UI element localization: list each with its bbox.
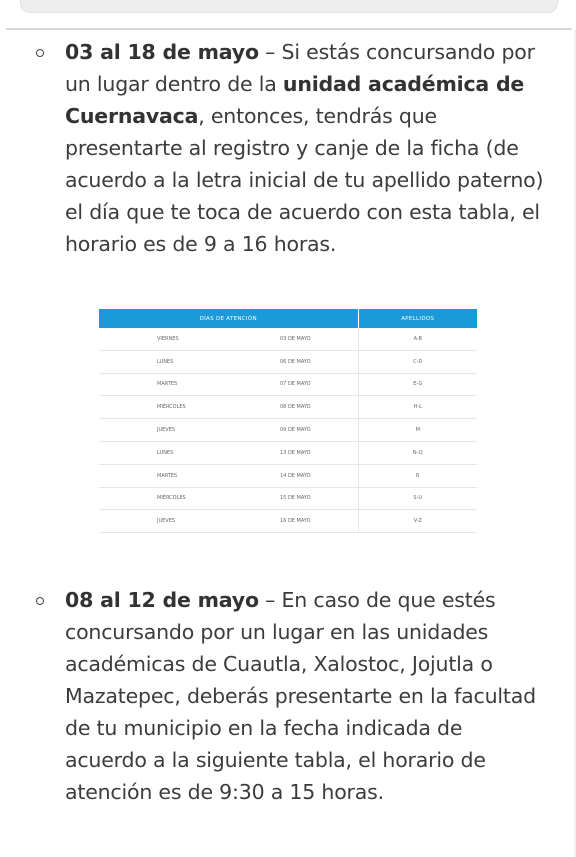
header-letters: APELLIDOS (358, 309, 477, 328)
header-days: DÍAS DE ATENCIÓN (99, 309, 358, 328)
highlighted-unit: unidad académica de Cuernavaca (65, 72, 525, 128)
day-name: JUEVES (157, 518, 176, 525)
table-row (99, 350, 477, 373)
surname-letters: C-D (358, 350, 477, 373)
hollow-bullet-icon (36, 597, 44, 605)
day-name: VIERNES (157, 335, 179, 342)
day-name: LUNES (157, 358, 174, 365)
surname-letters: A-B (358, 328, 477, 350)
day-date-cell (99, 350, 358, 373)
schedule-table (99, 309, 477, 533)
table-row (99, 419, 477, 442)
date-value: 16 DE MAYO (280, 518, 311, 525)
day-name: MARTES (157, 381, 178, 388)
day-date-cell (99, 441, 358, 464)
day-name: MARTES (157, 472, 178, 479)
list-item-cuernavaca (30, 36, 550, 260)
day-date-cell (99, 510, 358, 533)
text-body: – En caso de que estés concursando por un lugar en las unidades académicas de Cuautla, Xalostoc, Jojutla o Mazatepec, deberás presentarte en la facultad de tu municipio en la fecha indicada de acuerdo a la siguiente tabla, el horario de atención es de 9:30 a 15 horas. (65, 588, 536, 804)
surname-letters: M (358, 419, 477, 442)
date-value: 03 DE MAYO (280, 335, 311, 342)
day-name: MIÉRCOLES (157, 404, 186, 411)
date-value: 14 DE MAYO (280, 472, 311, 479)
date-range: 03 al 18 de mayo (65, 40, 259, 64)
day-date-cell (99, 419, 358, 442)
table-row (99, 464, 477, 487)
day-date-cell (99, 487, 358, 510)
table-row (99, 328, 477, 350)
day-name: JUEVES (157, 427, 176, 434)
surname-letters: V-Z (358, 510, 477, 533)
date-range: 08 al 12 de mayo (65, 588, 259, 612)
surname-letters: E-G (358, 373, 477, 396)
surname-letters: H-L (358, 396, 477, 419)
date-value: 15 DE MAYO (280, 495, 311, 502)
date-value: 09 DE MAYO (280, 427, 311, 434)
date-value: 13 DE MAYO (280, 449, 311, 456)
date-value: 07 DE MAYO (280, 381, 311, 388)
surname-letters: N-Q (358, 441, 477, 464)
text-part-a: – Si estás concursando por un lugar dentro de la (65, 40, 535, 96)
surname-letters: R (358, 464, 477, 487)
table-row (99, 487, 477, 510)
table-row (99, 441, 477, 464)
hollow-bullet-icon (36, 49, 44, 57)
schedule-table-image (99, 309, 477, 533)
table-row (99, 510, 477, 533)
list-item-regional-units (30, 584, 550, 808)
date-value: 06 DE MAYO (280, 358, 311, 365)
day-date-cell (99, 328, 358, 350)
day-date-cell (99, 396, 358, 419)
table-row (99, 396, 477, 419)
day-name: MIÉRCOLES (157, 495, 186, 502)
date-value: 08 DE MAYO (280, 404, 311, 411)
surname-letters: S-U (358, 487, 477, 510)
list-item-text (65, 584, 550, 808)
table-body (99, 328, 477, 533)
section-divider (6, 28, 572, 30)
text-part-b: , entonces, tendrás que presentarte al registro y canje de la ficha (de acuerdo a la letra inicial de tu apellido paterno) el día que te toca de acuerdo con esta tabla, el horario es de 9 a 16 horas. (65, 104, 544, 256)
table-row (99, 373, 477, 396)
day-date-cell (99, 373, 358, 396)
collapsed-panel-bar (20, 0, 558, 13)
day-name: LUNES (157, 449, 174, 456)
list-item-text (65, 36, 550, 260)
table-header-row (99, 309, 477, 328)
day-date-cell (99, 464, 358, 487)
